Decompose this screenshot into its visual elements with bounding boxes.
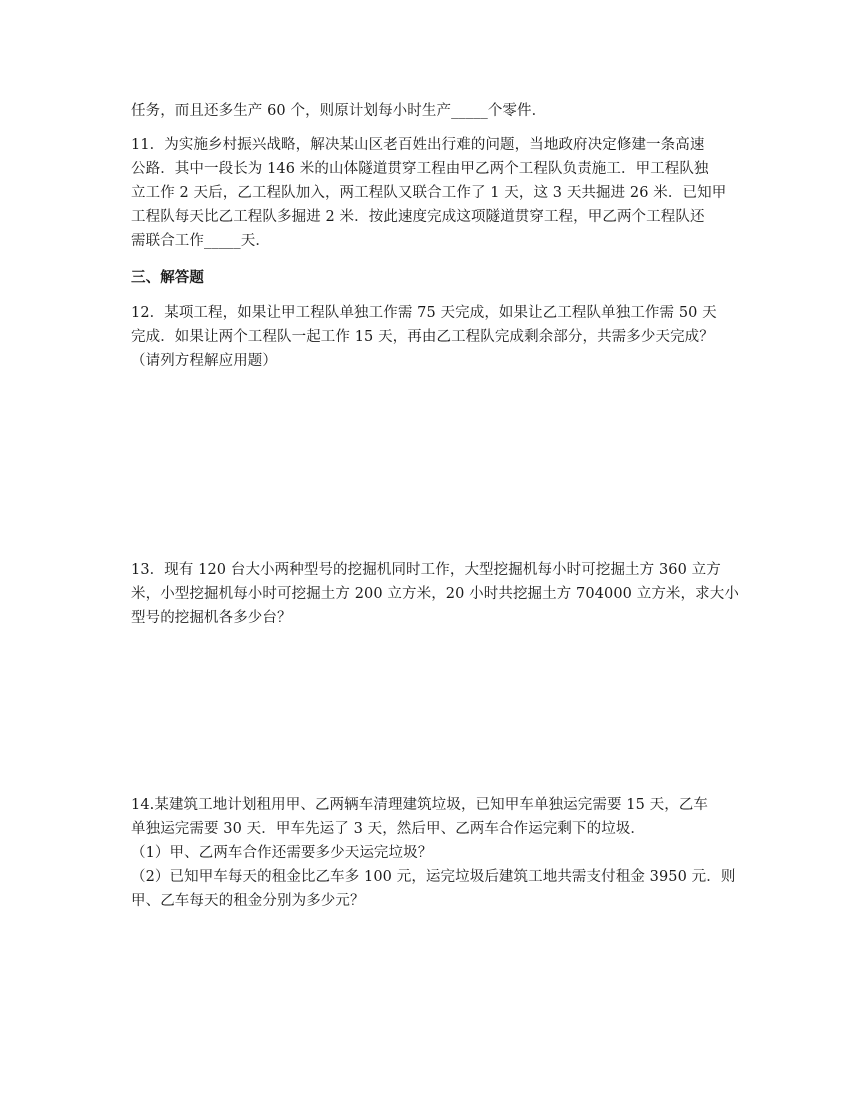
- question-12: [131, 301, 735, 373]
- question-11-line-3: 立工作 2 天后，乙工程队加入，两工程队又联合工作了 1 天，这 3 天共掘进 26 米．已知甲: [131, 185, 727, 201]
- question-10-tail: [131, 99, 735, 123]
- question-13-line-1: 13．现有 120 台大小两种型号的挖掘机同时工作，大型挖掘机每小时可挖掘土方 360 立方: [131, 562, 721, 578]
- question-11: [131, 133, 735, 253]
- question-11-line-4: 工程队每天比乙工程队多掘进 2 米．按此速度完成这项隧道贯穿工程，甲乙两个工程队还: [131, 209, 705, 225]
- question-14-line-2: 单独运完需要 30 天．甲车先运了 3 天，然后甲、乙两车合作运完剩下的垃圾．: [131, 821, 646, 837]
- question-14-sub-1: （1）甲、乙两车合作还需要多少天运完垃圾？: [131, 845, 433, 861]
- question-14-sub-2-line-1: （2）已知甲车每天的租金比乙车多 100 元，运完垃圾后建筑工地共需支付租金 3950 元．则: [131, 869, 736, 885]
- question-11-line-2: 公路．其中一段长为 146 米的山体隧道贯穿工程由甲乙两个工程队负责施工．甲工程队独: [131, 161, 709, 177]
- question-12-line-1: 12．某项工程，如果让甲工程队单独工作需 75 天完成，如果让乙工程队单独工作需 50 天: [131, 305, 717, 321]
- question-14-sub-2-line-2: 甲、乙车每天的租金分别为多少元？: [131, 893, 365, 909]
- question-13: [131, 558, 739, 630]
- question-13-line-3: 型号的挖掘机各多少台？: [131, 610, 292, 626]
- section-heading-answer-questions: 三、解答题: [131, 270, 204, 286]
- question-12-line-3: （请列方程解应用题）: [131, 353, 277, 369]
- question-10-line-1: 任务，而且还多生产 60 个，则原计划每小时生产_____个零件．: [131, 103, 547, 119]
- question-14-line-1: 14.某建筑工地计划租用甲、乙两辆车清理建筑垃圾，已知甲车单独运完需要 15 天，乙车: [131, 797, 709, 813]
- question-12-line-2: 完成．如果让两个工程队一起工作 15 天，再由乙工程队完成剩余部分，共需多少天完成？: [131, 329, 714, 345]
- question-11-line-1: 11．为实施乡村振兴战略，解决某山区老百姓出行难的问题，当地政府决定修建一条高速: [131, 137, 705, 153]
- question-13-line-2: 米，小型挖掘机每小时可挖掘土方 200 立方米，20 小时共挖掘土方 704000 立方米，求大小: [131, 586, 739, 602]
- question-14: [131, 793, 735, 913]
- question-11-line-5: 需联合工作_____天．: [131, 233, 270, 249]
